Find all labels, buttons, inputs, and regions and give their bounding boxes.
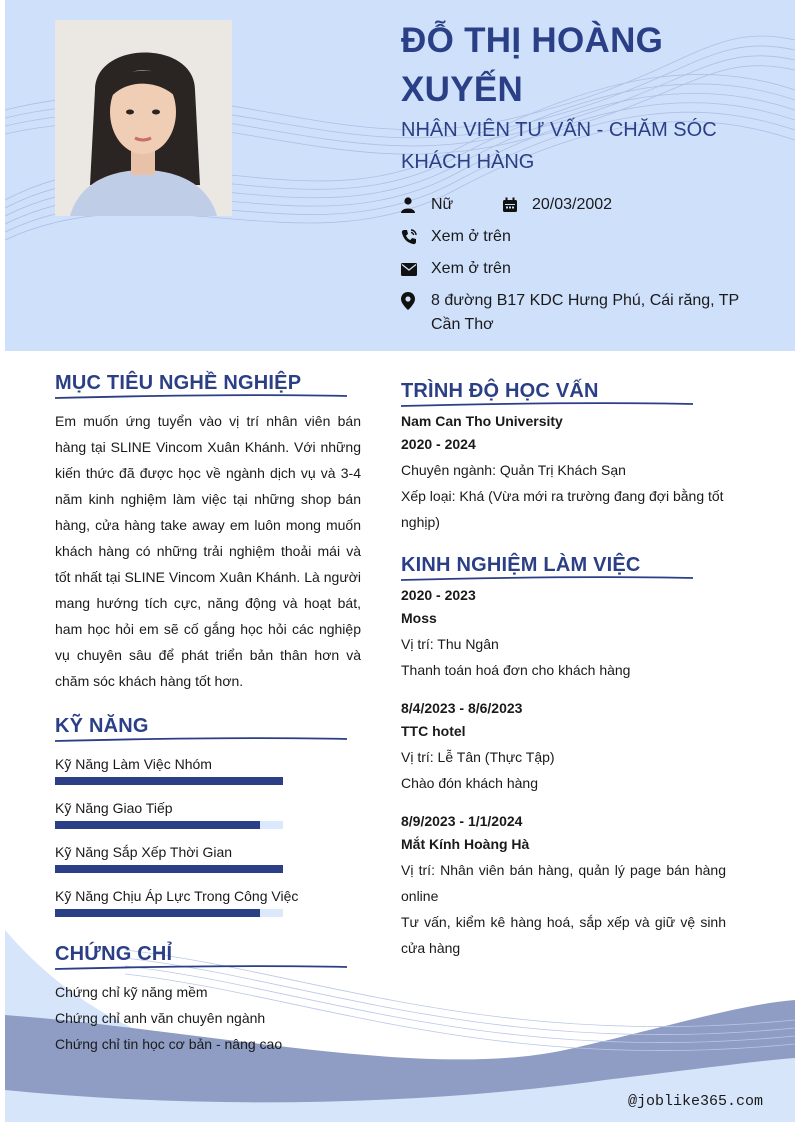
job-position: Vị trí: Lễ Tân (Thực Tập): [401, 749, 555, 765]
job-description: Thanh toán hoá đơn cho khách hàng: [401, 662, 631, 678]
email-row: [401, 257, 511, 281]
address-value: 8 đường B17 KDC Hưng Phú, Cái răng, TP Cần Thơ: [431, 292, 739, 333]
certificates-underline: [55, 964, 350, 972]
phone-icon: [401, 225, 431, 249]
job-period: 8/9/2023 - 1/1/2024: [401, 813, 523, 829]
education-school: Nam Can Tho University: [401, 413, 563, 429]
skill-bar: [55, 909, 283, 917]
job-company: Moss: [401, 610, 437, 626]
address-row: [401, 289, 771, 337]
objective-underline: [55, 393, 350, 401]
phone-value: Xem ở trên: [431, 228, 511, 245]
education-rank: Xếp loại: Khá (Vừa mới ra trường đang đợi bằng tốt nghịp): [401, 488, 724, 530]
certificates-title: CHỨNG CHỈ: [55, 943, 173, 965]
job-company: TTC hotel: [401, 723, 466, 739]
skill-bar-fill: [55, 909, 260, 917]
objective-title: MỤC TIÊU NGHỀ NGHIỆP: [55, 372, 302, 394]
experience-underline: [401, 575, 696, 583]
job-period: 2020 - 2023: [401, 587, 476, 603]
education-underline: [401, 401, 696, 409]
gender-value: Nữ: [431, 196, 454, 213]
location-pin-icon: [401, 289, 431, 313]
job-position: Vị trí: Thu Ngân: [401, 636, 499, 652]
job-position: Vị trí: Nhân viên bán hàng, quản lý page bán hàng online: [401, 862, 726, 904]
skill-label: Kỹ Năng Sắp Xếp Thời Gian: [55, 844, 233, 860]
job-period: 8/4/2023 - 8/6/2023: [401, 700, 523, 716]
email-value: Xem ở trên: [431, 260, 511, 277]
skill-bar-fill: [55, 821, 260, 829]
job-title: NHÂN VIÊN TƯ VẤN - CHĂM SÓC KHÁCH HÀNG: [401, 119, 717, 173]
profile-photo: [55, 20, 232, 216]
gender-row: [401, 193, 453, 217]
skill-bar: [55, 865, 283, 873]
skill-bar: [55, 821, 283, 829]
person-icon: [401, 193, 431, 217]
birthdate-value: 20/03/2002: [532, 196, 613, 213]
certificate-item: Chứng chỉ kỹ năng mềm: [55, 984, 208, 1000]
certificate-item: Chứng chỉ anh văn chuyên ngành: [55, 1010, 266, 1026]
education-title: TRÌNH ĐỘ HỌC VẤN: [401, 380, 599, 402]
skill-label: Kỹ Năng Làm Việc Nhóm: [55, 756, 212, 772]
skill-bar-fill: [55, 777, 283, 785]
envelope-icon: [401, 257, 431, 281]
portrait-image: [55, 20, 232, 216]
skills-title: KỸ NĂNG: [55, 715, 149, 737]
calendar-icon: [502, 193, 532, 217]
birthdate-row: [502, 193, 612, 217]
skill-bar: [55, 777, 283, 785]
certificate-item: Chứng chỉ tin học cơ bản - nâng cao: [55, 1036, 283, 1052]
skill-label: Kỹ Năng Chịu Áp Lực Trong Công Việc: [55, 888, 299, 904]
candidate-name: ĐỖ THỊ HOÀNG XUYẾN: [401, 21, 664, 109]
skill-label: Kỹ Năng Giao Tiếp: [55, 800, 173, 816]
footer-watermark: @joblike365.com: [627, 1093, 763, 1110]
education-years: 2020 - 2024: [401, 436, 476, 452]
job-description: Chào đón khách hàng: [401, 775, 538, 791]
objective-text: Em muốn ứng tuyển vào vị trí nhân viên bán hàng tại SLINE Vincom Xuân Khánh. Với những kiến thức đã được học về ngành dịch vụ và 3-4 năm kinh nghiệm làm việc tại những shop bán hàng, cửa hàng take away em luôn mong muốn khách hàng có những trải nghiệm thoải mái và tốt nhất tại SLINE Vincom Xuân Khánh. Là người mang hướng tích cực, năng động và hoạt bát, ham học hỏi em sẽ cố gắng học hỏi các nghiệp vụ chuyên sâu để phát triển bản thân hơn và chăm sóc khách hàng tốt hơn.: [55, 413, 361, 689]
skill-bar-fill: [55, 865, 283, 873]
skills-underline: [55, 736, 350, 744]
experience-title: KINH NGHIỆM LÀM VIỆC: [401, 554, 641, 576]
job-description: Tư vấn, kiểm kê hàng hoá, sắp xếp và giữ vệ sinh cửa hàng: [401, 914, 726, 956]
job-company: Mắt Kính Hoàng Hà: [401, 836, 530, 852]
education-major: Chuyên ngành: Quản Trị Khách Sạn: [401, 462, 626, 478]
phone-row: [401, 225, 511, 249]
